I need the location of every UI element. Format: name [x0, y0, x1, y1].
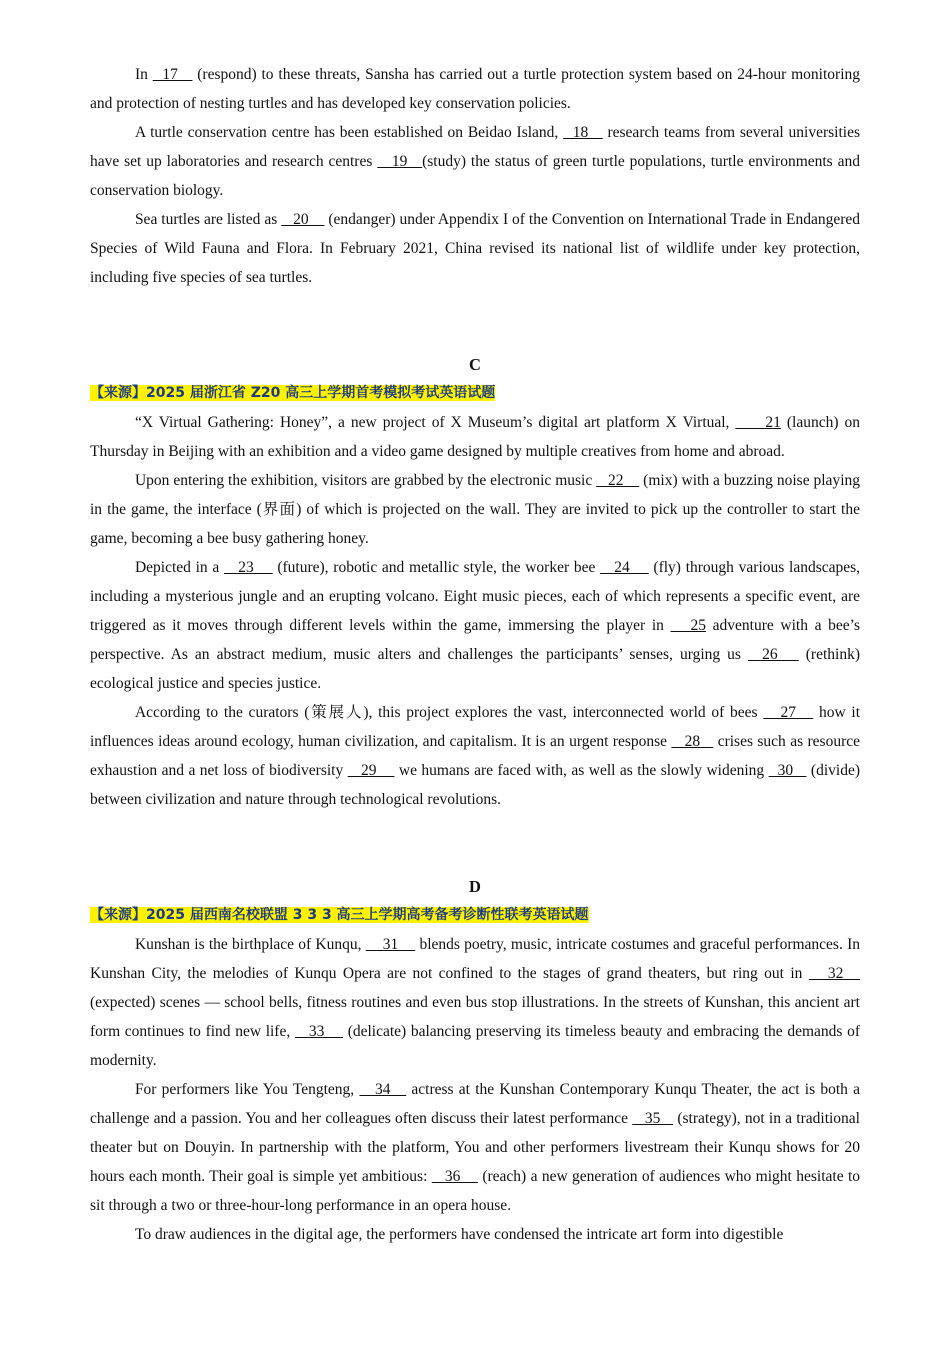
section-c-heading: C: [469, 355, 481, 374]
paragraph-d-3: To draw audiences in the digital age, the performers have condensed the intricate art form into digestible: [134, 1226, 784, 1243]
blank-26: 26: [748, 646, 799, 663]
blank-19: 19: [377, 153, 423, 170]
blank-17: 17: [152, 66, 193, 83]
paragraph-d-1: Kunshan is the birthplace of Kunqu, 31 blends poetry, music, intricate costumes and graceful performances. In Kunshan City, the melodies of Kunqu Opera are not confined to the stages of grand theaters, but ring out in 32 (expected) scenes — school bells, fitness routines and even bus stop illustrations. In the streets of Kunshan, this ancient art form continues to find new life, 33 (delicate) balancing preserving its timeless beauty and embracing the demands of modernity.: [90, 936, 861, 1069]
section-d-heading: D: [469, 877, 481, 896]
blank-32: 32: [808, 965, 861, 982]
blank-28: 28: [671, 733, 714, 750]
blank-24: 24: [600, 559, 649, 576]
paragraph-c-3: Depicted in a 23 (future), robotic and metallic style, the worker bee 24 (fly) through various landscapes, including a mysterious jungle and an erupting volcano. Eight music pieces, each of which represents a specific event, are triggered as it moves through different levels within the game, immersing the player in 25 adventure with a bee’s perspective. As an abstract medium, music alters and challenges the participants’ senses, urging us 26 (rethink) ecological justice and species justice.: [90, 559, 861, 692]
blank-18: 18: [563, 124, 603, 141]
paragraph-c-4: According to the curators (策展人), this project explores the vast, interconnected world of bees 27 how it influences ideas around ecology, human civilization, and capitalism. It is an urgent response 28 crises such as resource exhaustion and a net loss of biodiversity 29 we humans are faced with, as well as the slowly widening 30 (divide) between civilization and nature through technological revolutions.: [90, 704, 861, 808]
blank-23: 23: [224, 559, 273, 576]
blank-31: 31: [365, 936, 416, 953]
paragraph-d-2: For performers like You Tengteng, 34 actress at the Kunshan Contemporary Kunqu Theater, the act is both a challenge and a passion. You and her colleagues often discuss their latest performance 35 (strategy), not in a traditional theater but on Douyin. In partnership with the platform, You and other performers livestream their Kunqu shows for 20 hours each month. Their goal is simple yet ambitious: 36 (reach) a new generation of audiences who might hesitate to sit through a two or three-hour-long performance in an opera house.: [90, 1081, 861, 1214]
blank-33: 33: [294, 1023, 344, 1040]
blank-21: 21: [735, 414, 781, 431]
section-d-source: 【来源】2025 届西南名校联盟 3 3 3 高三上学期高考备考诊断性联考英语试题: [90, 907, 589, 923]
paragraph-b-2: A turtle conservation centre has been established on Beidao Island, 18 research teams from several universities have set up laboratories and research centres 19 (study) the status of green turtle populations, turtle environments and conservation biology.: [90, 124, 860, 199]
blank-29: 29: [347, 762, 395, 779]
paragraph-c-1: “X Virtual Gathering: Honey”, a new project of X Museum’s digital art platform X Virtual, 21 (launch) on Thursday in Beijing with an exhibition and a video game designed by multiple creatives from home and abroad.: [90, 414, 861, 460]
blank-20: 20: [281, 211, 325, 228]
blank-36: 36: [431, 1168, 478, 1185]
section-c-source: 【来源】2025 届浙江省 Z20 高三上学期首考模拟考试英语试题: [90, 385, 496, 401]
blank-34: 34: [359, 1081, 407, 1098]
blank-30: 30: [768, 762, 807, 779]
document-page: [90, 60, 860, 1249]
paragraph-b-3: Sea turtles are listed as 20 (endanger) under Appendix I of the Convention on International Trade in Endangered Species of Wild Fauna and Flora. In February 2021, China revised its national list of wildlife under key protection, including five species of sea turtles.: [90, 211, 860, 286]
blank-35: 35: [632, 1110, 674, 1127]
blank-27: 27: [763, 704, 814, 721]
blank-22: 22: [596, 472, 640, 489]
paragraph-b-1: In 17 (respond) to these threats, Sansha has carried out a turtle protection system based on 24-hour monitoring and protection of nesting turtles and has developed key conservation policies.: [90, 66, 861, 112]
blank-25: 25: [670, 617, 706, 634]
paragraph-c-2: Upon entering the exhibition, visitors are grabbed by the electronic music 22 (mix) with a buzzing noise playing in the game, the interface (界面) of which is projected on the wall. They are invited to pick up the controller to start the game, becoming a bee busy gathering honey.: [90, 472, 860, 547]
